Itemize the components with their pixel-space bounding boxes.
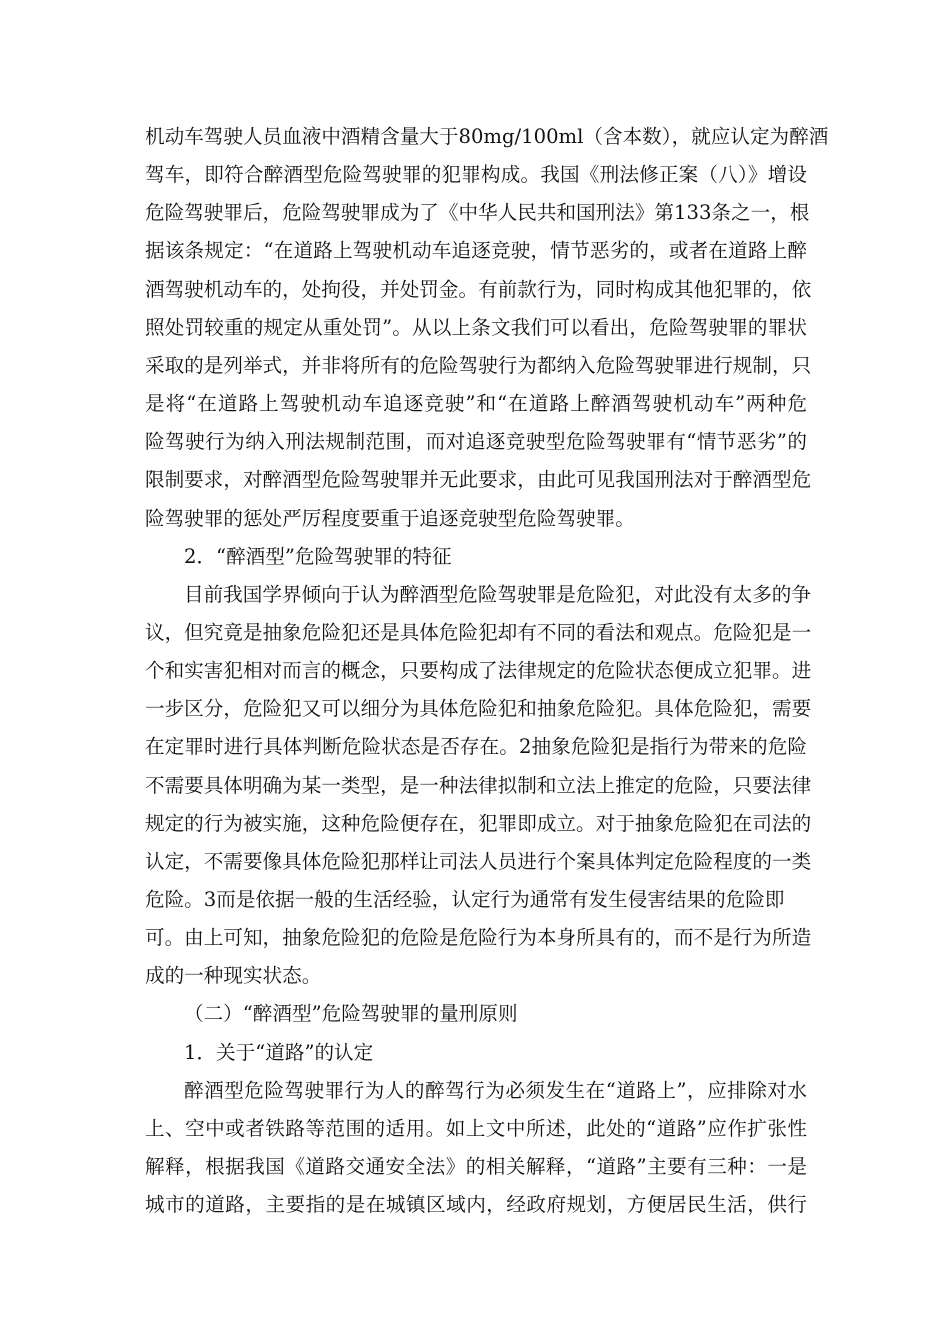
text-line: 酒驾驶机动车的，处拘役，并处罚金。有前款行为，同时构成其他犯罪的，依 <box>145 278 812 301</box>
text-line: 危险。3而是依据一般的生活经验，认定行为通常有发生侵害结果的危险即 <box>145 888 785 911</box>
text-line: 据该条规定：“在道路上驾驶机动车追逐竞驶，情节恶劣的，或者在道路上醉 <box>145 239 807 262</box>
text-line: 解释，根据我国《道路交通安全法》的相关解释，“道路”主要有三种：一是 <box>145 1155 807 1178</box>
text-line: 1．关于“道路”的认定 <box>184 1041 374 1064</box>
text-line: 可。由上可知，抽象危险犯的危险是危险行为本身所具有的，而不是行为所造 <box>145 926 812 949</box>
text-line: 在定罪时进行具体判断危险状态是否存在。2抽象危险犯是指行为带来的危险 <box>145 735 807 758</box>
text-line: 议，但究竟是抽象危险犯还是具体危险犯却有不同的看法和观点。危险犯是一 <box>145 621 812 644</box>
text-line: 城市的道路，主要指的是在城镇区域内，经政府规划，方便居民生活，供行 <box>145 1193 807 1216</box>
text-line: 规定的行为被实施，这种危险便存在，犯罪即成立。对于抽象危险犯在司法的 <box>145 812 812 835</box>
text-line: 2．“醉酒型”危险驾驶罪的特征 <box>184 545 452 568</box>
text-line: 限制要求，对醉酒型危险驾驶罪并无此要求，由此可见我国刑法对于醉酒型危 <box>145 468 812 491</box>
text-line: 上、空中或者铁路等范围的适用。如上文中所述，此处的“道路”应作扩张性 <box>145 1117 807 1140</box>
text-line: 险驾驶行为纳入刑法规制范围，而对追逐竞驶型危险驾驶罪有“情节恶劣”的 <box>145 430 807 453</box>
text-line: 不需要具体明确为某一类型，是一种法律拟制和立法上推定的危险，只要法律 <box>145 774 812 797</box>
text-line: 目前我国学界倾向于认为醉酒型危险驾驶罪是危险犯，对此没有太多的争 <box>184 583 811 606</box>
text-line: 驾车，即符合醉酒型危险驾驶罪的犯罪构成。我国《刑法修正案（八）》增设 <box>145 163 807 186</box>
text-line: （二）“醉酒型”危险驾驶罪的量刑原则 <box>184 1002 518 1025</box>
text-line: 成的一种现实状态。 <box>145 964 322 987</box>
text-line: 危险驾驶罪后，危险驾驶罪成为了《中华人民共和国刑法》第133条之一，根 <box>145 201 810 224</box>
text-line: 醉酒型危险驾驶罪行为人的醉驾行为必须发生在“道路上”，应排除对水 <box>184 1079 807 1102</box>
text-line: 采取的是列举式，并非将所有的危险驾驶行为都纳入危险驾驶罪进行规制，只 <box>145 354 812 377</box>
text-line: 险驾驶罪的惩处严厉程度要重于追逐竞驶型危险驾驶罪。 <box>145 507 635 530</box>
text-line: 是将“在道路上驾驶机动车追逐竞驶”和“在道路上醉酒驾驶机动车”两种危 <box>145 392 807 415</box>
text-line: 认定，不需要像具体危险犯那样让司法人员进行个案具体判定危险程度的一类 <box>145 850 812 873</box>
text-line: 机动车驾驶人员血液中酒精含量大于80mg/100ml（含本数），就应认定为醉酒 <box>145 125 829 148</box>
text-line: 一步区分，危险犯又可以细分为具体危险犯和抽象危险犯。具体危险犯，需要 <box>145 697 812 720</box>
text-line: 个和实害犯相对而言的概念，只要构成了法律规定的危险状态便成立犯罪。进 <box>145 659 812 682</box>
text-line: 照处罚较重的规定从重处罚”。从以上条文我们可以看出，危险驾驶罪的罪状 <box>145 316 807 339</box>
